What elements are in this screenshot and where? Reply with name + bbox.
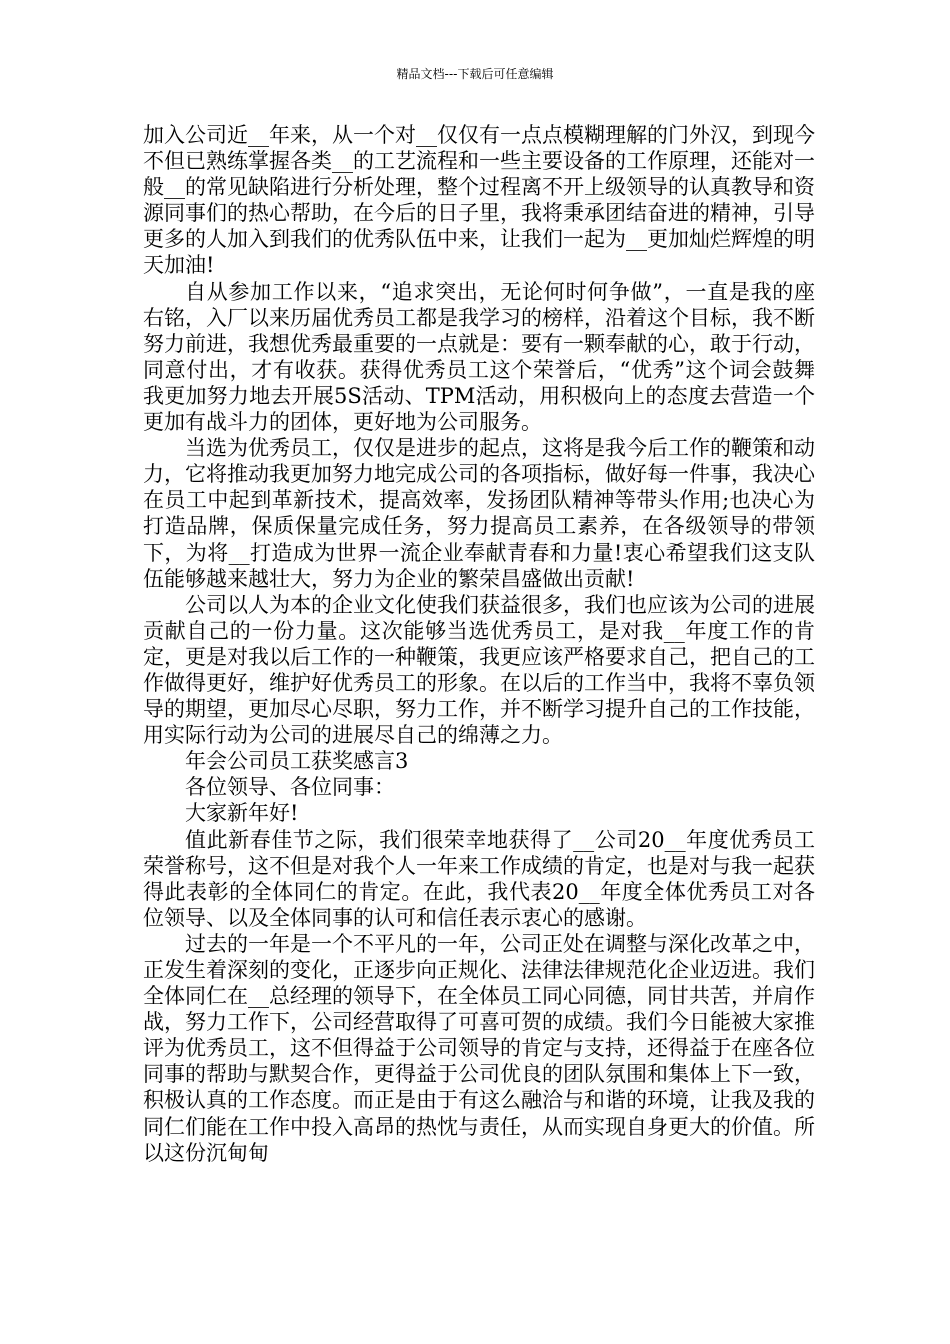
paragraph: 当选为优秀员工，仅仅是进步的起点，这将是我今后工作的鞭策和动力，它将推动我更加努力地完成公司的各项指标，做好每一件事，我决心在员工中起到革新技术，提高效率，发扬团队精神等带头作用;也决心为打造品牌，保质保量完成任务，努力提高员工素养，在各级领导的带领下，为将__打造成为世界一流企业奉献青春和力量!衷心希望我们这支队伍能够越来越壮大，努力为企业的繁荣昌盛做出贡献!	[143, 436, 815, 591]
paragraph: 自从参加工作以来，“追求突出，无论何时何争做”，一直是我的座右铭，入厂以来历届优秀员工都是我学习的榜样，沿着这个目标，我不断努力前进，我想优秀最重要的一点就是：要有一颗奉献的心，敢于行动，同意付出，才有收获。获得优秀员工这个荣誉后，“优秀”这个词会鼓舞我更加努力地去开展5S活动、TPM活动，用积极向上的态度去营造一个更加有战斗力的团体，更好地为公司服务。	[143, 279, 815, 435]
document-body	[143, 122, 815, 1166]
paragraph: 加入公司近__年来，从一个对__仅仅有一点点模糊理解的门外汉，到现今不但已熟练掌握各类__的工艺流程和一些主要设备的工作原理，还能对一般__的常见缺陷进行分析处理，整个过程离不开上级领导的认真教导和资源同事们的热心帮助，在今后的日子里，我将秉承团结奋进的精神，引导更多的人加入到我们的优秀队伍中来，让我们一起为__更加灿烂辉煌的明天加油!	[143, 123, 815, 278]
salutation: 各位领导、各位同事：	[185, 775, 395, 800]
paragraph: 值此新春佳节之际，我们很荣幸地获得了__公司20__年度优秀员工荣誉称号，这不但是对我个人一年来工作成绩的肯定，也是对与我一起获得此表彰的全体同仁的肯定。在此，我代表20__年度全体优秀员工对各位领导、以及全体同事的认可和信任表示衷心的感谢。	[143, 827, 815, 930]
paragraph: 公司以人为本的企业文化使我们获益很多，我们也应该为公司的进展贡献自己的一份力量。这次能够当选优秀员工，是对我__年度工作的肯定，更是对我以后工作的一种鞭策，我更应该严格要求自己，把自己的工作做得更好，维护好优秀员工的形象。在以后的工作当中，我将不辜负领导的期望，更加尽心尽职，努力工作，并不断学习提升自己的工作技能，用实际行动为公司的进展尽自己的绵薄之力。	[143, 592, 815, 748]
greeting: 大家新年好!	[185, 801, 299, 826]
page-header: 精品文档---下载后可任意编辑	[396, 67, 554, 81]
section-title: 年会公司员工获奖感言3	[185, 749, 409, 774]
paragraph: 过去的一年是一个不平凡的一年，公司正处在调整与深化改革之中，正发生着深刻的变化，正逐步向正规化、法律法律规范化企业迈进。我们全体同仁在__总经理的领导下，在全体员工同心同德，同甘共苦，并肩作战，努力工作下，公司经营取得了可喜可贺的成绩。我们今日能被大家推评为优秀员工，这不但得益于公司领导的肯定与支持，还得益于在座各位同事的帮助与默契合作，更得益于公司优良的团队氛围和集体上下一致，积极认真的工作态度。而正是由于有这么融洽与和谐的环境，让我及我的同仁们能在工作中投入高昂的热忱与责任，从而实现自身更大的价值。所以这份沉甸甸	[143, 931, 815, 1165]
